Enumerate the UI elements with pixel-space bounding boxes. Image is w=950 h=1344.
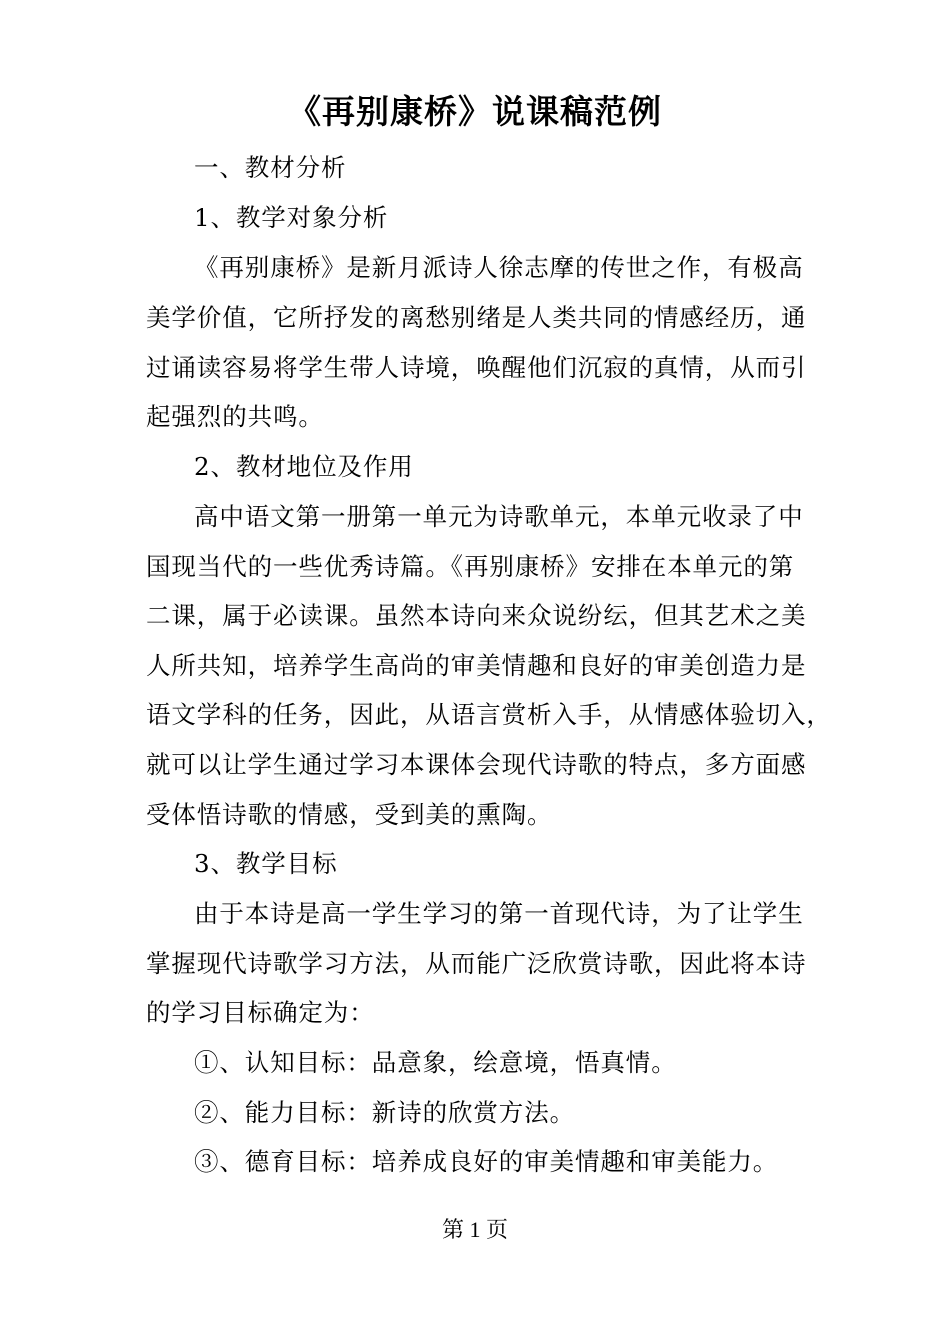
subsection-heading: 3、教学目标 [194, 849, 338, 878]
document-title: 《再别康桥》说课稿范例 [288, 92, 662, 131]
paragraph-line: 过诵读容易将学生带人诗境，唤醒他们沉寂的真情，从而引 [146, 353, 807, 382]
paragraph-line: 《再别康桥》是新月派诗人徐志摩的传世之作，有极高 [194, 253, 804, 282]
paragraph-line: 高中语文第一册第一单元为诗歌单元，本单元收录了中 [194, 502, 804, 531]
paragraph-line: 语文学科的任务，因此，从语言赏析入手，从情感体验切入， [146, 700, 832, 729]
paragraph-line: 起强烈的共鸣。 [146, 402, 324, 431]
objective-item: ②、能力目标：新诗的欣赏方法。 [194, 1098, 575, 1127]
subsection-heading: 2、教材地位及作用 [194, 452, 414, 481]
paragraph-line: 受体悟诗歌的情感，受到美的熏陶。 [146, 800, 553, 829]
section-heading: 一、教材分析 [194, 153, 347, 182]
paragraph-line: 由于本诗是高一学生学习的第一首现代诗，为了让学生 [194, 899, 804, 928]
paragraph-line: 美学价值，它所抒发的离愁别绪是人类共同的情感经历，通 [146, 303, 807, 332]
paragraph-line: 二课，属于必读课。虽然本诗向来众说纷纭，但其艺术之美 [146, 601, 807, 630]
subsection-heading: 1、教学对象分析 [194, 203, 389, 232]
paragraph-line: 掌握现代诗歌学习方法，从而能广泛欣赏诗歌，因此将本诗 [146, 949, 807, 978]
objective-item: ③、德育目标：培养成良好的审美情趣和审美能力。 [194, 1147, 779, 1176]
paragraph-line: 国现当代的一些优秀诗篇。《再别康桥》安排在本单元的第 [146, 552, 795, 581]
page-number: 第 1 页 [441, 1217, 508, 1242]
paragraph-line: 的学习目标确定为： [146, 998, 375, 1027]
paragraph-line: 就可以让学生通过学习本课体会现代诗歌的特点，多方面感 [146, 750, 807, 779]
paragraph-line: 人所共知，培养学生高尚的审美情趣和良好的审美创造力是 [146, 651, 807, 680]
objective-item: ①、认知目标：品意象，绘意境，悟真情。 [194, 1048, 677, 1077]
